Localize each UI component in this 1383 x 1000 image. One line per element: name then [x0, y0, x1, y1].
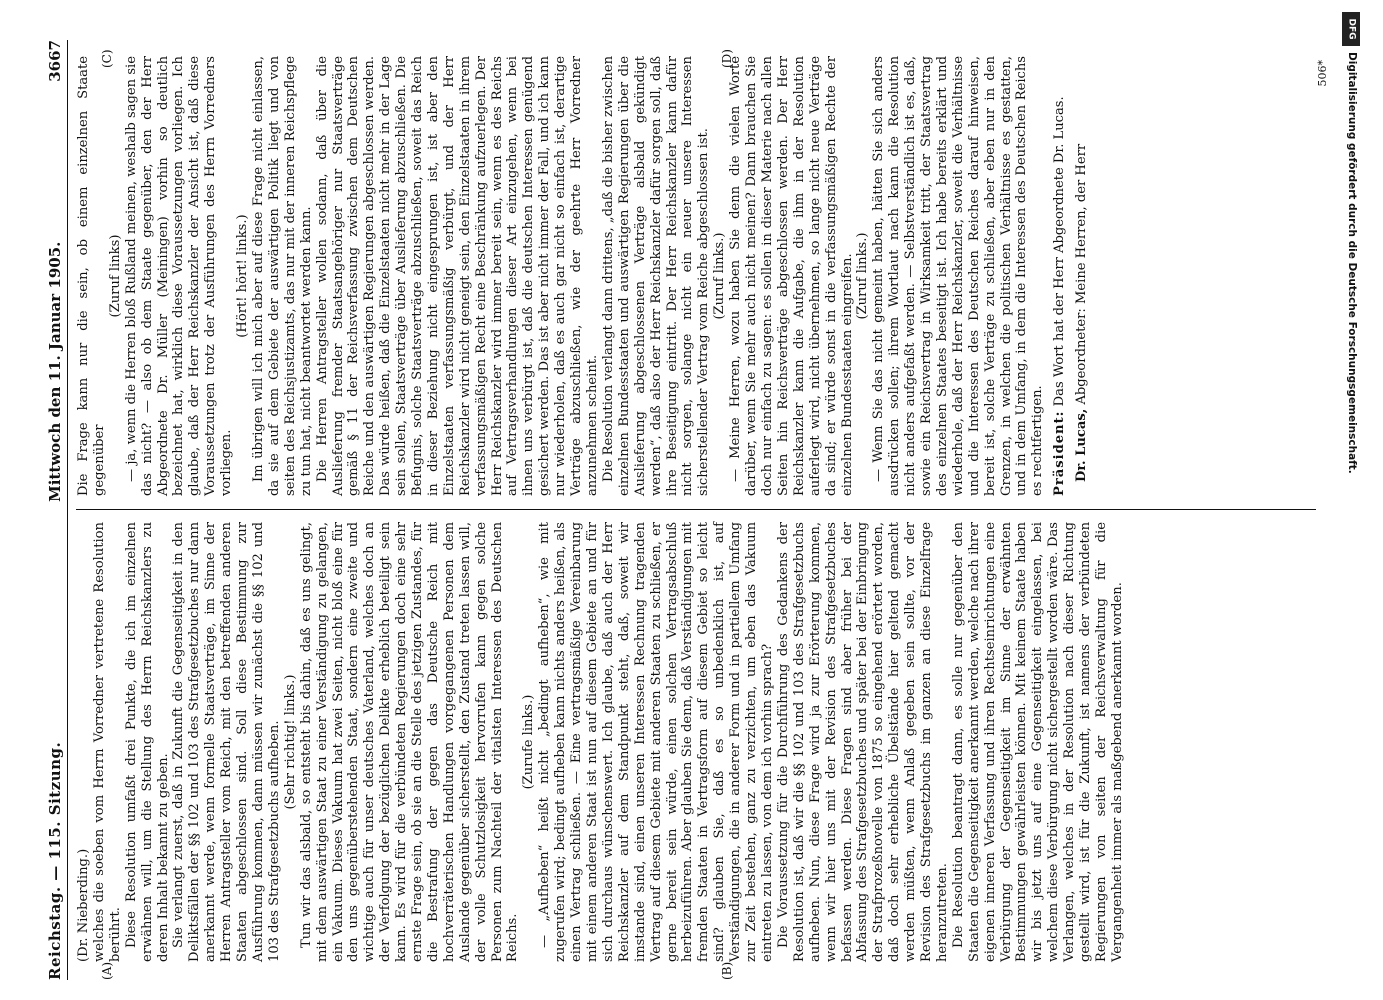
header-date: Mittwoch den 11. Januar 1905. [46, 241, 64, 502]
interjection: (Zuruf links.) [855, 232, 871, 320]
footer-signature: 506* [1316, 60, 1329, 87]
president-text: Das Wort hat der Herr Abgeordnete Dr. Lucas. [1052, 96, 1068, 407]
right-column [76, 56, 1090, 496]
dfg-logo-text: DFG [1346, 18, 1357, 40]
interjection: (Hört! hört! links.) [235, 214, 251, 338]
page-number: 3667 [46, 40, 64, 82]
paragraph: — Meine Herren, wozu haben Sie denn die vielen Worte darüber, wenn Sie mehr auch nicht meinen? Dann brauchen Sie doch nur einfach zu sagen: es sollen in dieser Materie nach allen Seiten hin Reichsverträge abgeschlossen werden. Der Herr Reichskanzler kann die Aufgabe, die ihm in der Resolution auferlegt wird, nicht übernehmen, so lange nicht neue Verträge da sind; er würde sonst in die verfassungsmäßigen Rechte der einzelnen Bundesstaaten eingreifen. [728, 56, 855, 496]
rotated-page-content [40, 40, 1350, 980]
paragraph: — „Aufheben“ heißt nicht „bedingt aufheben“, wie mit zugerufen wird; bedingt aufheben kann nichts anders heißen, als einen Vertrag schließen. — Eine vertragsmäßige Vereinbarung mit einem anderen Staat ist nun auf diesem Gebiete an und für sich durchaus wünschenswert. Ich glaube, daß auch der Herr Reichskanzler auf dem Standpunkt steht, daß, soweit wir imstande sind, einen unseren Interessen Rechnung tragenden Vertrag auf diesem Gebiete mit anderen Staaten zu schließen, er gerne bereit sein würde, einen solchen Vertragsabschluß herbeizuführen. Aber glauben Sie denn, daß Verständigungen mit fremden Staaten in Vertragsform auf diesem Gebiet so leicht sind? glauben Sie, daß es so unbedenklich ist, auf Verständigungen, die in anderer Form und in partiellem Umfang zur Zeit bestehen, ganz zu verzichten, um eben das Vakuum eintreten zu lassen, von dem ich vorhin sprach? [537, 522, 775, 962]
paragraph: Die Resolution beantragt dann, es solle nur gegenüber den Staaten die Gegenseitigkeit anerkannt werden, welche nach ihrer eigenen inneren Verfassung und ihren Rechtseinrichtungen eine Verbürgung der Gegenseitigkeit im Sinne der erwähnten Bestimmungen gewährleisten können. Mit keinem Staate haben wir bis jetzt uns auf eine Gegenseitigkeit eingelassen, bei welchem diese Verbürgung nicht sichergestellt worden wäre. Das Verlangen, welches in der Resolution nach dieser Richtung gestellt wird, ist für die Zukunft, ist namens der verbündeten Regierungen von seiten der Reichsverwaltung für die Vergangenheit immer als maßgebend anerkannt worden. [950, 522, 1125, 962]
paragraph: — Wenn Sie das nicht gemeint haben, hätten Sie sich anders ausdrücken sollen; ihrem Wortlaut nach kann die Resolution nicht anders aufgefaßt werden. — Selbstverständlich ist es, daß, sowie ein Reichsvertrag in Wirksamkeit tritt, der Staatsvertrag des einzelnen Staates beseitigt ist. Ich habe bereits erklärt und wiederhole, daß der Herr Reichskanzler, soweit die Verhältnisse und die Interessen des Deutschen Reiches darauf hinweisen, bereit ist, solche Verträge zu schließen, aber eben nur in den Grenzen, in welchen die politischen Verhältnisse es gestatten, und in dem Umfang, in dem die Interessen des Deutschen Reichs es rechtfertigen. [871, 56, 1046, 496]
left-column [76, 522, 1126, 962]
paragraph: Die Resolution verlangt dann drittens, „daß die bisher zwischen einzelnen Bundesstaaten und auswärtigen Regierungen über die Auslieferung abgeschlossenen Verträge alsbald gekündigt werden“, daß also der Herr Reichskanzler dafür sorgen soll, daß ihre Beseitigung eintritt. Der Herr Reichskanzler kann dafür nicht sorgen, solange nicht ein neuer unsere Interessen sicherstellender Vertrag vom Reiche abgeschlossen ist. [600, 55, 712, 496]
page-header [40, 40, 68, 980]
interjection: (Zuruf links.) [712, 232, 728, 320]
paragraph: Tun wir das alsbald, so entsteht bis dahin, daß es uns gelingt, mit dem auswärtigen Staat zu einer Verständigung zu gelangen, ein Vakuum. Dieses Vakuum hat zwei Seiten, nicht bloß eine für den uns gegenüberstehenden Staat, sondern eine zweite und wichtige auch für unser deutsches Vaterland, welches doch an der Verfolgung der bezüglichen Delikte erheblich beteiligt sein kann. Es wird für die verbündeten Regierungen doch eine sehr ernste Frage sein, ob sie an die Stelle des jetzigen Zustandes, für die Bestrafung der gegen das Deutsche Reich mit hochverräterischen Handlungen vorgegangenen Personen dem Auslande gegenüber sicherstellt, den Zustand treten lassen will, der volle Schutzlosigkeit hervorrufen kann gegen solche Personen zum Nachteil der vitalsten Interessen des Deutschen Reichs. [298, 522, 521, 962]
funding-note: Digitalisierung gefördert durch die Deutsche Forschungsgemeinschaft. [1346, 52, 1358, 474]
paragraph: — ja, wenn die Herren bloß Rußland meinen, weshalb sagen sie das nicht? — also ob dem Staate gegenüber, den der Herr Abgeordnete Dr. Müller (Meiningen) vorhin so deutlich bezeichnet hat, wirklich diese Voraussetzungen vorliegen. Ich glaube, daß der Herr Reichskanzler der Ansicht ist, daß diese Voraussetzungen trotz der Ausführungen des Herrn Vorredners vorliegen. [123, 56, 235, 496]
interjection: (Zurufe links.) [521, 694, 537, 790]
margin-marker-a: (A) [100, 961, 114, 980]
president-statement [1052, 56, 1068, 496]
header-session: Reichstag. — 115. Sitzung. [46, 741, 64, 980]
paragraph: welches die soeben vom Herrn Vorredner vertretene Resolution berührt. [91, 522, 123, 962]
paragraph: Im übrigen will ich mich aber auf diese Frage nicht einlassen, da sie auf dem Gebiete der auswärtigen Politik liegt und von seiten des Reichsjustizamts, das nur mit der inneren Reichspflege zu tun hat, nicht beantwortet werden kann. [250, 56, 314, 496]
margin-marker-b: (B) [720, 961, 734, 980]
interjection: (Zuruf links) [107, 234, 123, 318]
dfg-sidebar [1341, 8, 1361, 988]
paragraph: Sie verlangt zuerst, daß in Zukunft die Gegenseitigkeit in den Deliktsfällen der §§ 102 und 103 des Strafgesetzbuches nur dann anerkannt werde, wenn formelle Staatsverträge, im Sinne der Herren Antragsteller vom Reich, mit den betreffenden anderen Staaten abgeschlossen sind. Soll diese Bestimmung zur Ausführung kommen, dann müssen wir zunächst die §§ 102 und 103 des Strafgesetzbuchs aufheben. [171, 522, 282, 962]
column-divider [76, 509, 1316, 510]
paragraph: Die Frage kann nur die sein, ob einem einzelnen Staate gegenüber [76, 56, 107, 496]
speaker-lucas [1074, 56, 1090, 496]
dfg-logo [1342, 12, 1360, 46]
paragraph: Die Voraussetzung für die Durchführung des Gedankens der Resolution ist, daß wir die §§ 102 und 103 des Strafgesetzbuchs aufheben. Nun, diese Frage wird ja zur Erörterung kommen, wenn wir hier uns mit der Revision des Strafgesetzbuches befassen werden. Diese Fragen sind aber früher bei der Abfassung des Strafgesetzbuches und später bei der Einbringung der Strafprozeßnovelle von 1875 so eingehend erörtert worden, daß doch sehr erhebliche Übelstände hier geltend gemacht werden müßten, wenn Anlaß gegeben sein sollte, vor der Revision des Strafgesetzbuchs im ganzen an diese Einzelfrage heranzutreten. [775, 522, 950, 962]
interjection: (Sehr richtig! links.) [282, 674, 298, 810]
president-label: Präsident: [1052, 410, 1068, 496]
paragraph: Diese Resolution umfaßt drei Punkte, die ich im einzelnen erwähnen will, um die Stellung des Herrn Reichskanzlers zu deren Inhalt bekannt zu geben. [123, 522, 171, 962]
speaker-continuation: (Dr. Nieberding.) [76, 848, 91, 962]
margin-marker-d: (D) [720, 49, 734, 68]
speaker-name: Dr. Lucas, [1074, 408, 1090, 482]
speaker-opening: Abgeordneter: Meine Herren, der Herr [1074, 143, 1090, 405]
paragraph: Die Herren Antragsteller wollen sodann, daß über die Auslieferung fremder Staatsangehöriger nur Staatsverträge gemäß § 11 der Reichsverfassung zwischen dem Deutschen Reiche und den auswärtigen Regierungen abgeschlossen werden. Das würde heißen, daß die Einzelstaaten nicht mehr in der Lage sein sollen, Staatsverträge über Auslieferung abzuschließen. Die Befugnis, solche Staatsverträge abzuschließen, soweit das Reich in dieser Beziehung nicht eingesprungen ist, ist aber den Einzelstaaten verfassungsmäßig verbürgt, und der Herr Reichskanzler wird nicht geneigt sein, den Einzelstaaten in ihrem verfassungsmäßigen Recht eine Beschränkung aufzuerlegen. Der Herr Reichskanzler wird immer bereit sein, wenn es des Reichs auf Vertragsverhandlungen dieser Art einzugehen, wenn bei ihnen uns verbürgt ist, daß die deutschen Interessen genügend gesichert werden. Das ist aber nicht immer der Fall, und ich kann nur wiederholen, daß es auch gar nicht so einfach ist, derartige Verträge abzuschließen, wie der geehrte Herr Vorredner anzunehmen scheint. [314, 56, 600, 496]
margin-marker-c: (C) [100, 49, 114, 68]
